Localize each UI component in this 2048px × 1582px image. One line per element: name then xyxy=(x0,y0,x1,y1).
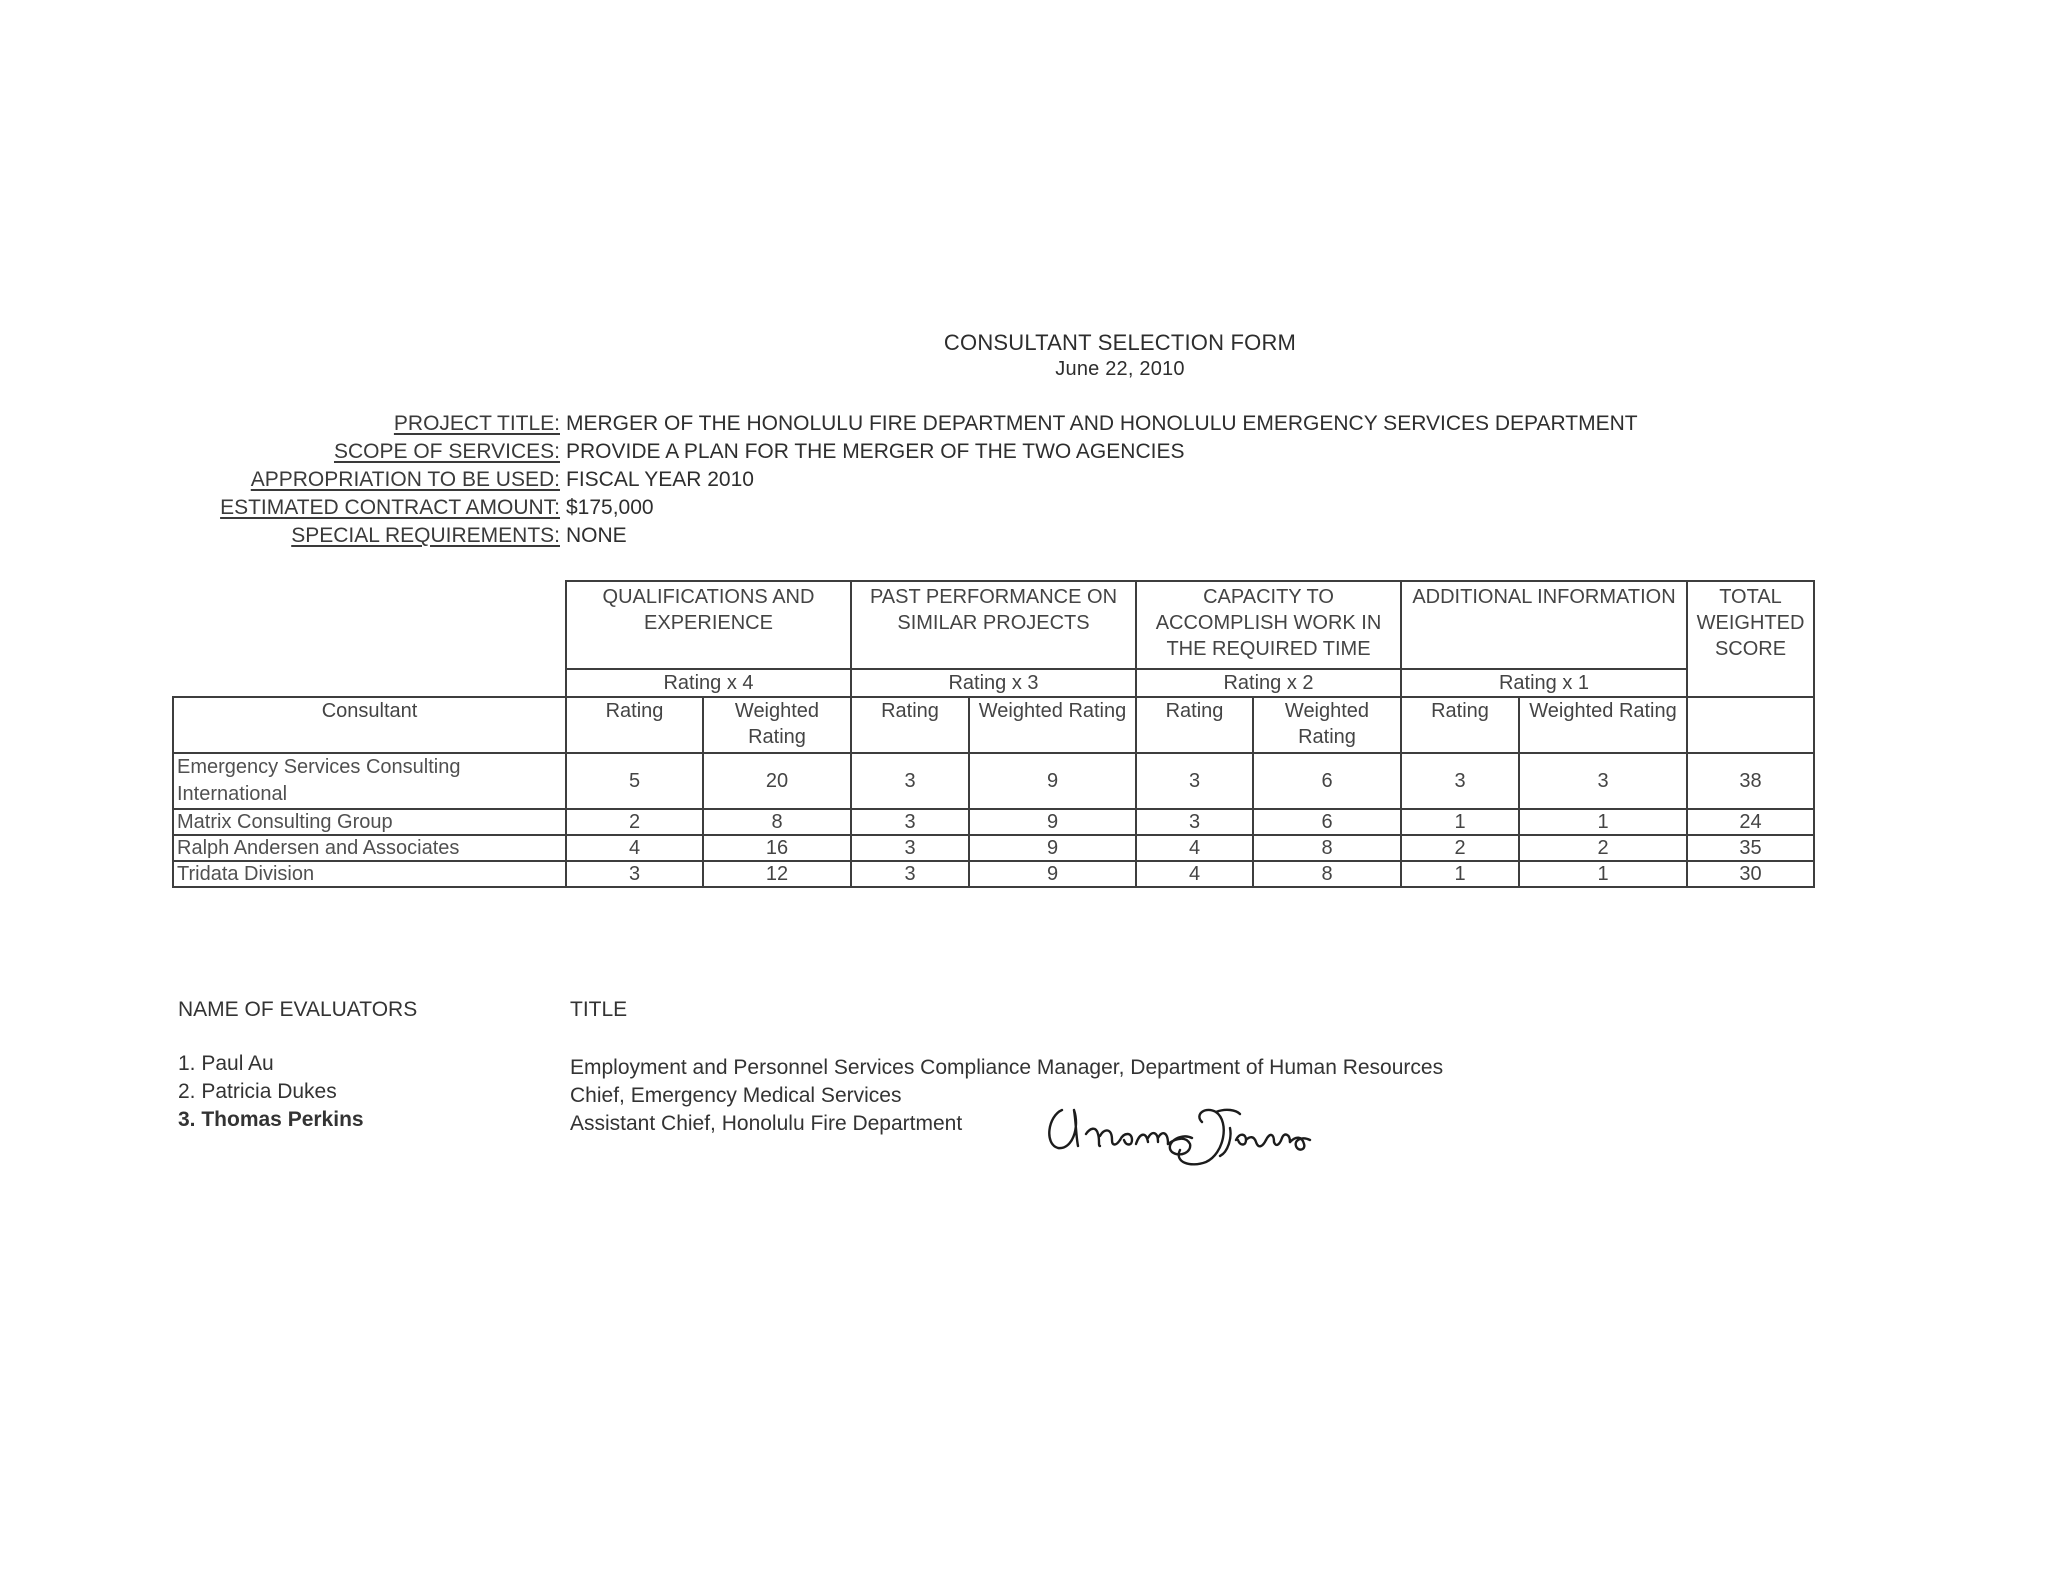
score-cell: 4 xyxy=(1136,861,1253,887)
score-cell: 3 xyxy=(851,753,969,809)
evaluator-title: Employment and Personnel Services Compliance Manager, Department of Human Resources xyxy=(570,1056,1444,1079)
contract-amount-label: ESTIMATED CONTRACT AMOUNT: xyxy=(220,496,560,519)
score-cell: 1 xyxy=(1519,861,1687,887)
consultant-name: Matrix Consulting Group xyxy=(173,809,566,835)
score-cell: 1 xyxy=(1519,809,1687,835)
total-score-cell: 24 xyxy=(1687,809,1814,835)
consultant-name: Ralph Andersen and Associates xyxy=(173,835,566,861)
weighted-rating-column-header: Weighted Rating xyxy=(1519,697,1687,753)
weighted-rating-column-header: Weighted Rating xyxy=(969,697,1136,753)
score-cell: 8 xyxy=(703,809,851,835)
score-cell: 3 xyxy=(1519,753,1687,809)
scope-value: PROVIDE A PLAN FOR THE MERGER OF THE TWO AGENCIES xyxy=(566,440,1185,463)
handwritten-signature xyxy=(1040,1092,1340,1177)
multiplier-cell: Rating x 2 xyxy=(1136,669,1401,697)
project-info-row xyxy=(0,468,1900,496)
score-cell: 2 xyxy=(1519,835,1687,861)
score-cell: 8 xyxy=(1253,861,1401,887)
score-cell: 1 xyxy=(1401,809,1519,835)
scope-label: SCOPE OF SERVICES: xyxy=(333,440,560,463)
score-cell: 3 xyxy=(851,835,969,861)
score-cell: 8 xyxy=(1253,835,1401,861)
score-cell: 9 xyxy=(969,753,1136,809)
category-additional-header: ADDITIONAL INFORMATION xyxy=(1401,581,1687,669)
rating-column-header: Rating xyxy=(851,697,969,753)
total-score-cell: 30 xyxy=(1687,861,1814,887)
project-info-row xyxy=(0,524,1900,552)
category-qualifications-header: QUALIFICATIONS AND EXPERIENCE xyxy=(566,581,851,669)
multiplier-cell: Rating x 4 xyxy=(566,669,851,697)
evaluator-name: 2. Patricia Dukes xyxy=(178,1080,337,1103)
category-capacity-header: CAPACITY TO ACCOMPLISH WORK IN THE REQUIRED TIME xyxy=(1136,581,1401,669)
evaluator-name: 1. Paul Au xyxy=(178,1052,274,1075)
project-title-label: PROJECT TITLE: xyxy=(393,412,560,435)
table-corner xyxy=(173,581,566,669)
appropriation-label: APPROPRIATION TO BE USED: xyxy=(250,468,560,491)
evaluator-title: Chief, Emergency Medical Services xyxy=(570,1084,902,1107)
rating-column-header: Rating xyxy=(566,697,703,753)
table-row xyxy=(173,809,1814,835)
consultant-name: Emergency Services Consulting International xyxy=(173,753,566,809)
score-cell: 3 xyxy=(851,861,969,887)
rating-column-header: Rating xyxy=(1136,697,1253,753)
special-requirements-label: SPECIAL REQUIREMENTS: xyxy=(291,524,560,547)
form-title: CONSULTANT SELECTION FORM xyxy=(943,330,1297,355)
category-past-performance-header: PAST PERFORMANCE ON SIMILAR PROJECTS xyxy=(851,581,1136,669)
score-cell: 2 xyxy=(1401,835,1519,861)
evaluators-name-heading: NAME OF EVALUATORS xyxy=(178,998,418,1021)
score-cell: 2 xyxy=(566,809,703,835)
table-row xyxy=(173,861,1814,887)
total-weighted-score-header: TOTAL WEIGHTED SCORE xyxy=(1687,581,1814,697)
special-requirements-value: NONE xyxy=(566,524,627,547)
evaluator-title: Assistant Chief, Honolulu Fire Department xyxy=(570,1112,963,1135)
score-cell: 20 xyxy=(703,753,851,809)
total-score-cell: 38 xyxy=(1687,753,1814,809)
score-cell: 12 xyxy=(703,861,851,887)
multiplier-cell: Rating x 1 xyxy=(1401,669,1687,697)
consultant-column-header: Consultant xyxy=(173,697,566,753)
score-cell: 6 xyxy=(1253,809,1401,835)
score-cell: 4 xyxy=(566,835,703,861)
scoring-table xyxy=(172,580,1815,888)
table-row xyxy=(173,835,1814,861)
score-cell: 3 xyxy=(1136,809,1253,835)
evaluators-title-heading: TITLE xyxy=(570,998,628,1021)
score-cell: 3 xyxy=(1136,753,1253,809)
weighted-rating-column-header: Weighted Rating xyxy=(1253,697,1401,753)
score-cell: 16 xyxy=(703,835,851,861)
score-cell: 4 xyxy=(1136,835,1253,861)
project-info-row xyxy=(0,496,1900,524)
project-title-value: MERGER OF THE HONOLULU FIRE DEPARTMENT AND HONOLULU EMERGENCY SERVICES DEPARTMENT xyxy=(566,412,1638,435)
score-cell: 1 xyxy=(1401,861,1519,887)
appropriation-value: FISCAL YEAR 2010 xyxy=(566,468,754,491)
score-cell: 5 xyxy=(566,753,703,809)
total-column-blank xyxy=(1687,697,1814,753)
rating-column-header: Rating xyxy=(1401,697,1519,753)
table-corner xyxy=(173,669,566,697)
evaluator-name: 3. Thomas Perkins xyxy=(178,1108,364,1131)
score-cell: 9 xyxy=(969,809,1136,835)
project-info-row xyxy=(0,412,1900,440)
table-row xyxy=(173,753,1814,809)
score-cell: 9 xyxy=(969,861,1136,887)
weighted-rating-column-header: Weighted Rating xyxy=(703,697,851,753)
multiplier-cell: Rating x 3 xyxy=(851,669,1136,697)
score-cell: 9 xyxy=(969,835,1136,861)
project-info xyxy=(0,412,1900,552)
score-cell: 3 xyxy=(1401,753,1519,809)
contract-amount-value: $175,000 xyxy=(566,496,654,519)
score-cell: 3 xyxy=(566,861,703,887)
total-score-cell: 35 xyxy=(1687,835,1814,861)
project-info-row xyxy=(0,440,1900,468)
score-cell: 6 xyxy=(1253,753,1401,809)
score-cell: 3 xyxy=(851,809,969,835)
consultant-name: Tridata Division xyxy=(173,861,566,887)
form-date: June 22, 2010 xyxy=(1055,358,1185,380)
